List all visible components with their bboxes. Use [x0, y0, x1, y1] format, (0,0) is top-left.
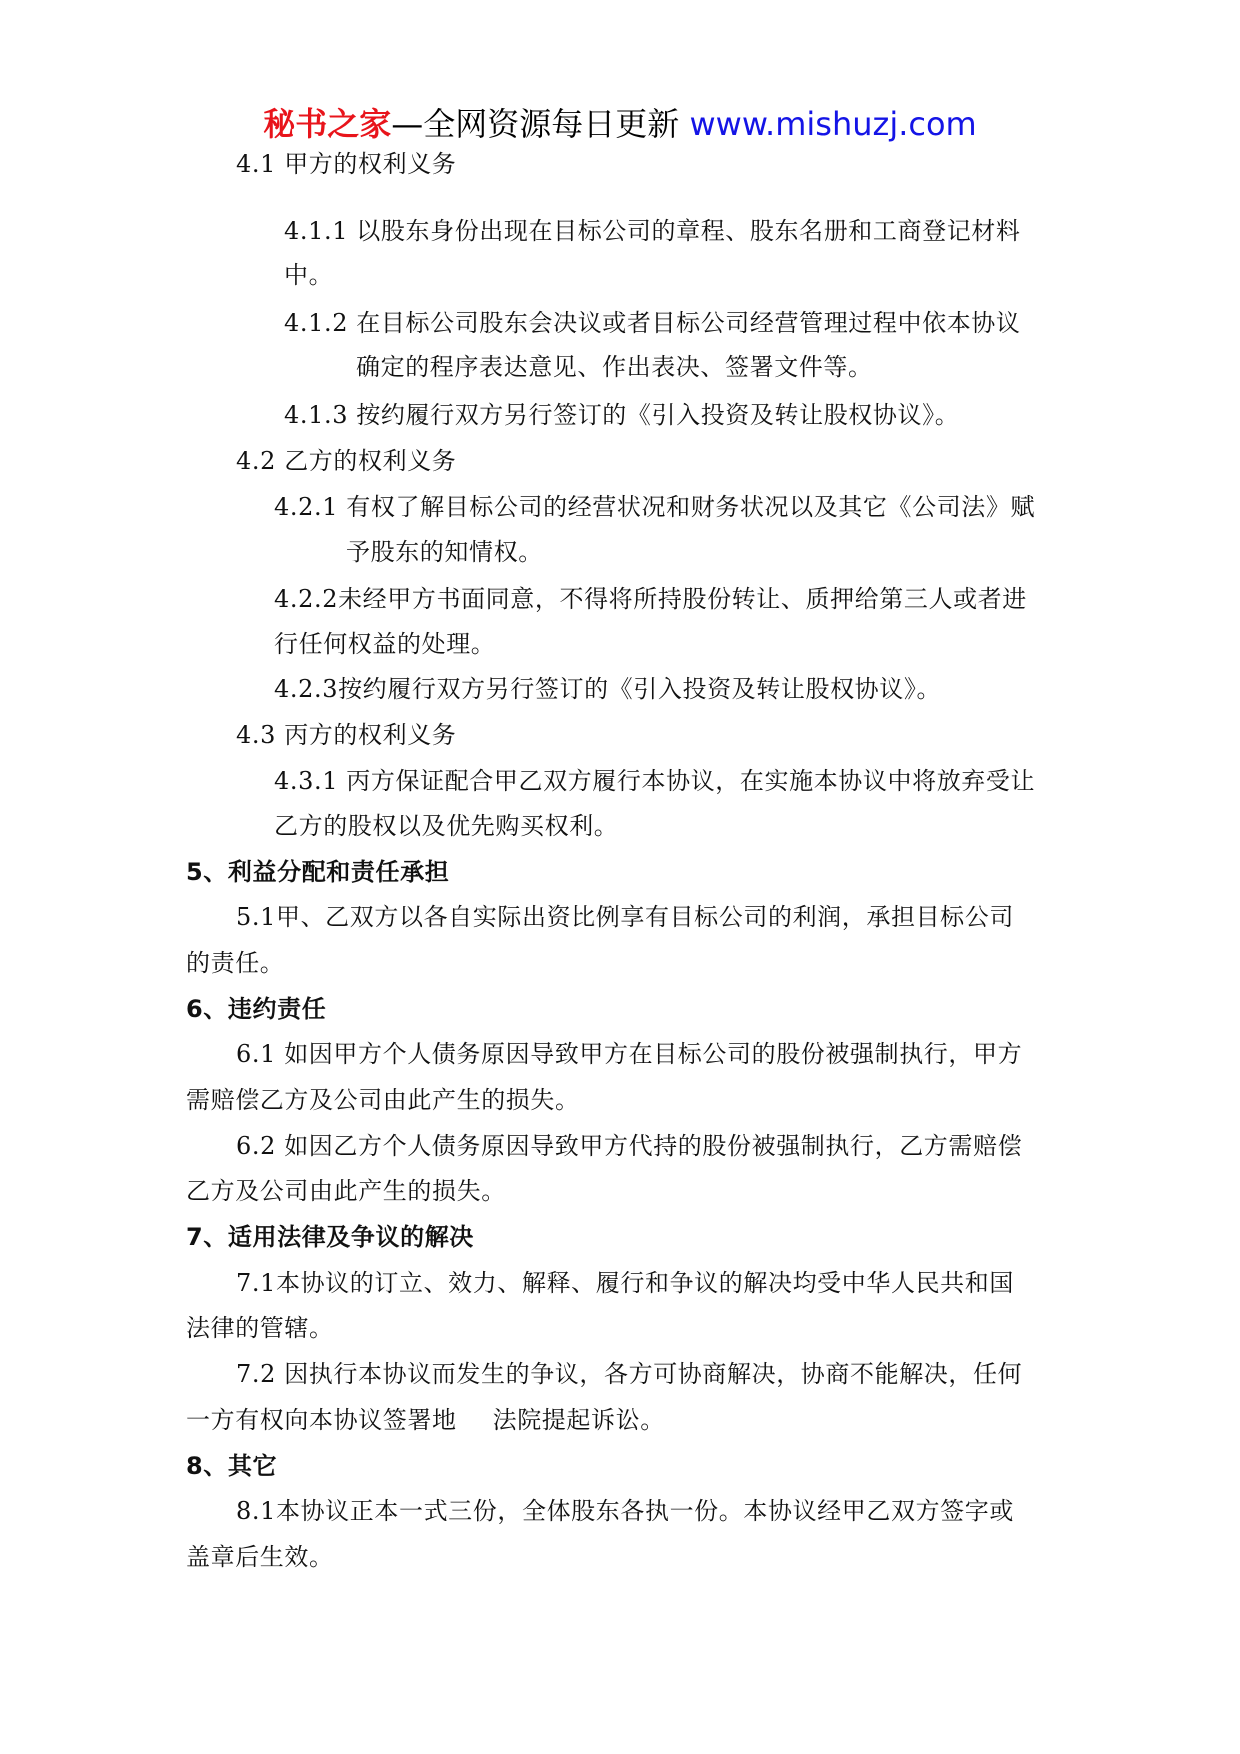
clause-7-1-line2: 法律的管辖。: [186, 1314, 334, 1342]
clause-6-2-line2: 乙方及公司由此产生的损失。: [186, 1177, 506, 1205]
clause-7-1-line1: 7.1本协议的订立、效力、解释、履行和争议的解决均受中华人民共和国: [236, 1269, 1014, 1297]
clause-4-2-2-line1: 4.2.2未经甲方书面同意，不得将所持股份转让、质押给第三人或者进: [274, 585, 1027, 613]
clause-4-3-1-line1: 4.3.1 丙方保证配合甲乙双方履行本协议，在实施本协议中将放弃受让: [274, 767, 1036, 795]
clause-4-2-1-line1: 4.2.1 有权了解目标公司的经营状况和财务状况以及其它《公司法》赋: [274, 493, 1036, 521]
clause-4-2-2-line2: 行任何权益的处理。: [274, 630, 496, 658]
clause-4-3-title: 4.3 丙方的权利义务: [236, 721, 457, 749]
clause-4-1-1-line1: 4.1.1 以股东身份出现在目标公司的章程、股东名册和工商登记材料: [284, 217, 1021, 245]
header-brand: 秘书之家: [263, 105, 392, 143]
clause-4-1-title: 4.1 甲方的权利义务: [236, 150, 457, 178]
clause-7-2-line2-part2: 法院提起诉讼。: [492, 1406, 665, 1434]
clause-4-3-1-line2: 乙方的股权以及优先购买权利。: [274, 812, 619, 840]
clause-6-1-line1: 6.1 如因甲方个人债务原因导致甲方在目标公司的股份被强制执行，甲方: [236, 1040, 1023, 1068]
clause-4-1-3-line1: 4.1.3 按约履行双方另行签订的《引入投资及转让股权协议》。: [284, 401, 960, 429]
clause-4-2-title: 4.2 乙方的权利义务: [236, 447, 457, 475]
section-8-heading: 8、其它: [186, 1452, 278, 1480]
header-url[interactable]: www.mishuzj.com: [689, 105, 977, 143]
clause-4-1-2-line1: 4.1.2 在目标公司股东会决议或者目标公司经营管理过程中依本协议: [284, 309, 1021, 337]
section-7-heading: 7、适用法律及争议的解决: [186, 1223, 474, 1251]
clause-4-1-2-line2: 确定的程序表达意见、作出表决、签署文件等。: [356, 353, 873, 381]
header-tagline: —全网资源每日更新: [391, 105, 690, 143]
section-5-heading: 5、利益分配和责任承担: [186, 858, 450, 886]
clause-4-1-1-line2: 中。: [284, 261, 334, 289]
clause-6-1-line2: 需赔偿乙方及公司由此产生的损失。: [186, 1086, 580, 1114]
clause-5-1-line1: 5.1甲、乙双方以各自实际出资比例享有目标公司的利润，承担目标公司: [236, 903, 1014, 931]
clause-7-2-line2-part1: 一方有权向本协议签署地: [186, 1406, 457, 1434]
clause-8-1-line1: 8.1本协议正本一式三份，全体股东各执一份。本协议经甲乙双方签字或: [236, 1497, 1014, 1525]
clause-7-2-line2: [186, 1403, 665, 1437]
page-header: [0, 102, 1240, 146]
clause-6-2-line1: 6.2 如因乙方个人债务原因导致甲方代持的股份被强制执行，乙方需赔偿: [236, 1132, 1023, 1160]
section-6-heading: 6、违约责任: [186, 995, 327, 1023]
clause-4-2-3-line1: 4.2.3按约履行双方另行签订的《引入投资及转让股权协议》。: [274, 675, 942, 703]
clause-4-2-1-line2: 予股东的知情权。: [346, 538, 543, 566]
clause-8-1-line2: 盖章后生效。: [186, 1543, 334, 1571]
clause-5-1-line2: 的责任。: [186, 949, 285, 977]
clause-7-2-line1: 7.2 因执行本协议而发生的争议，各方可协商解决，协商不能解决，任何: [236, 1360, 1023, 1388]
